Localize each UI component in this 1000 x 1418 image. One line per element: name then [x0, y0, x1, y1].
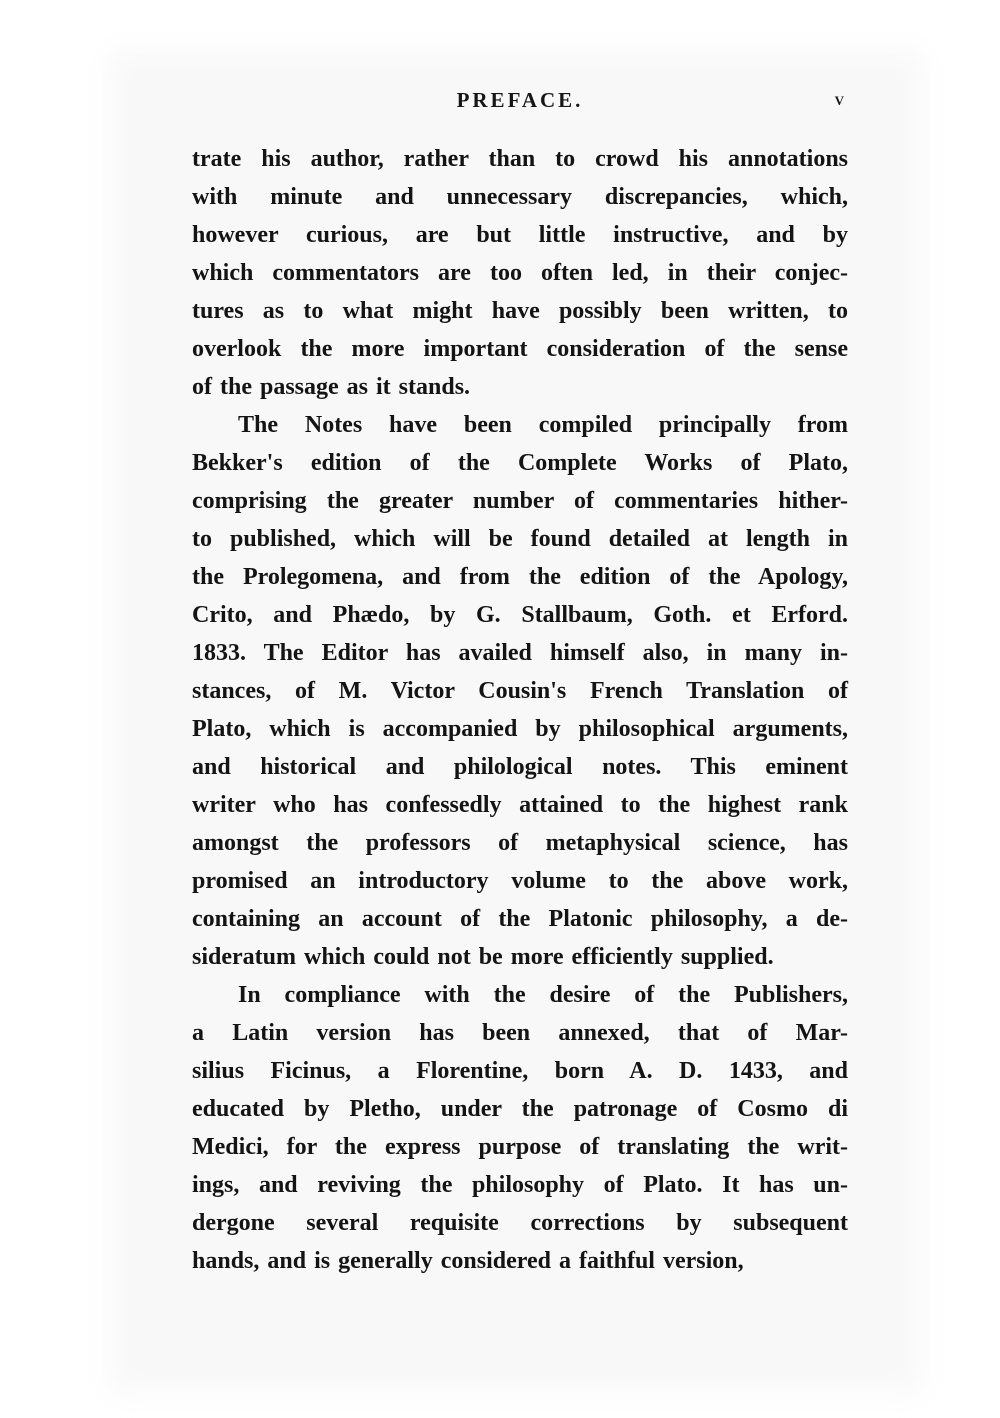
paragraph [192, 406, 848, 976]
text-line: which commentators are too often led, in their conjec- [192, 260, 848, 286]
text-line: Plato, which is accompanied by philosophical arguments, [192, 716, 848, 742]
text-line: Bekker's edition of the Complete Works of Plato, [192, 450, 848, 476]
text-line: In compliance with the desire of the Publishers, [238, 982, 848, 1008]
text-line: silius Ficinus, a Florentine, born A. D. 1433, and [192, 1058, 848, 1084]
text-line: overlook the more important consideration of the sense [192, 336, 848, 362]
text-line: ings, and reviving the philosophy of Plato. It has un- [192, 1172, 848, 1198]
book-page [192, 88, 848, 1280]
text-line: promised an introductory volume to the above work, [192, 868, 848, 894]
body-text [192, 140, 848, 1280]
paragraph [192, 140, 848, 406]
running-title: PREFACE. [456, 88, 584, 112]
text-line: the Prolegomena, and from the edition of the Apology, [192, 564, 848, 590]
text-line: stances, of M. Victor Cousin's French Translation of [192, 678, 848, 704]
page-number: v [834, 89, 844, 109]
text-line: tures as to what might have possibly been written, to [192, 298, 848, 324]
text-line: to published, which will be found detailed at length in [192, 526, 848, 552]
text-line: containing an account of the Platonic philosophy, a de- [192, 906, 848, 932]
text-line: sideratum which could not be more efficiently supplied. [192, 944, 774, 970]
text-line: educated by Pletho, under the patronage of Cosmo di [192, 1096, 848, 1122]
text-line: dergone several requisite corrections by subsequent [192, 1210, 848, 1236]
text-line: Medici, for the express purpose of translating the writ- [192, 1134, 848, 1160]
text-line: with minute and unnecessary discrepancies, which, [192, 184, 848, 210]
text-line: however curious, are but little instructive, and by [192, 222, 848, 248]
text-line: trate his author, rather than to crowd his annotations [192, 146, 848, 172]
text-line: hands, and is generally considered a faithful version, [192, 1248, 744, 1274]
text-line: and historical and philological notes. This eminent [192, 754, 848, 780]
text-line: writer who has confessedly attained to the highest rank [192, 792, 848, 818]
text-line: of the passage as it stands. [192, 374, 471, 400]
text-line: comprising the greater number of commentaries hither- [192, 488, 848, 514]
paragraph [192, 976, 848, 1280]
text-line: The Notes have been compiled principally from [238, 412, 848, 438]
text-line: a Latin version has been annexed, that of Mar- [192, 1020, 848, 1046]
text-line: amongst the professors of metaphysical science, has [192, 830, 848, 856]
text-line: 1833. The Editor has availed himself also, in many in- [192, 640, 848, 666]
page-header [192, 88, 848, 118]
text-line: Crito, and Phædo, by G. Stallbaum, Goth. et Erford. [192, 602, 848, 628]
